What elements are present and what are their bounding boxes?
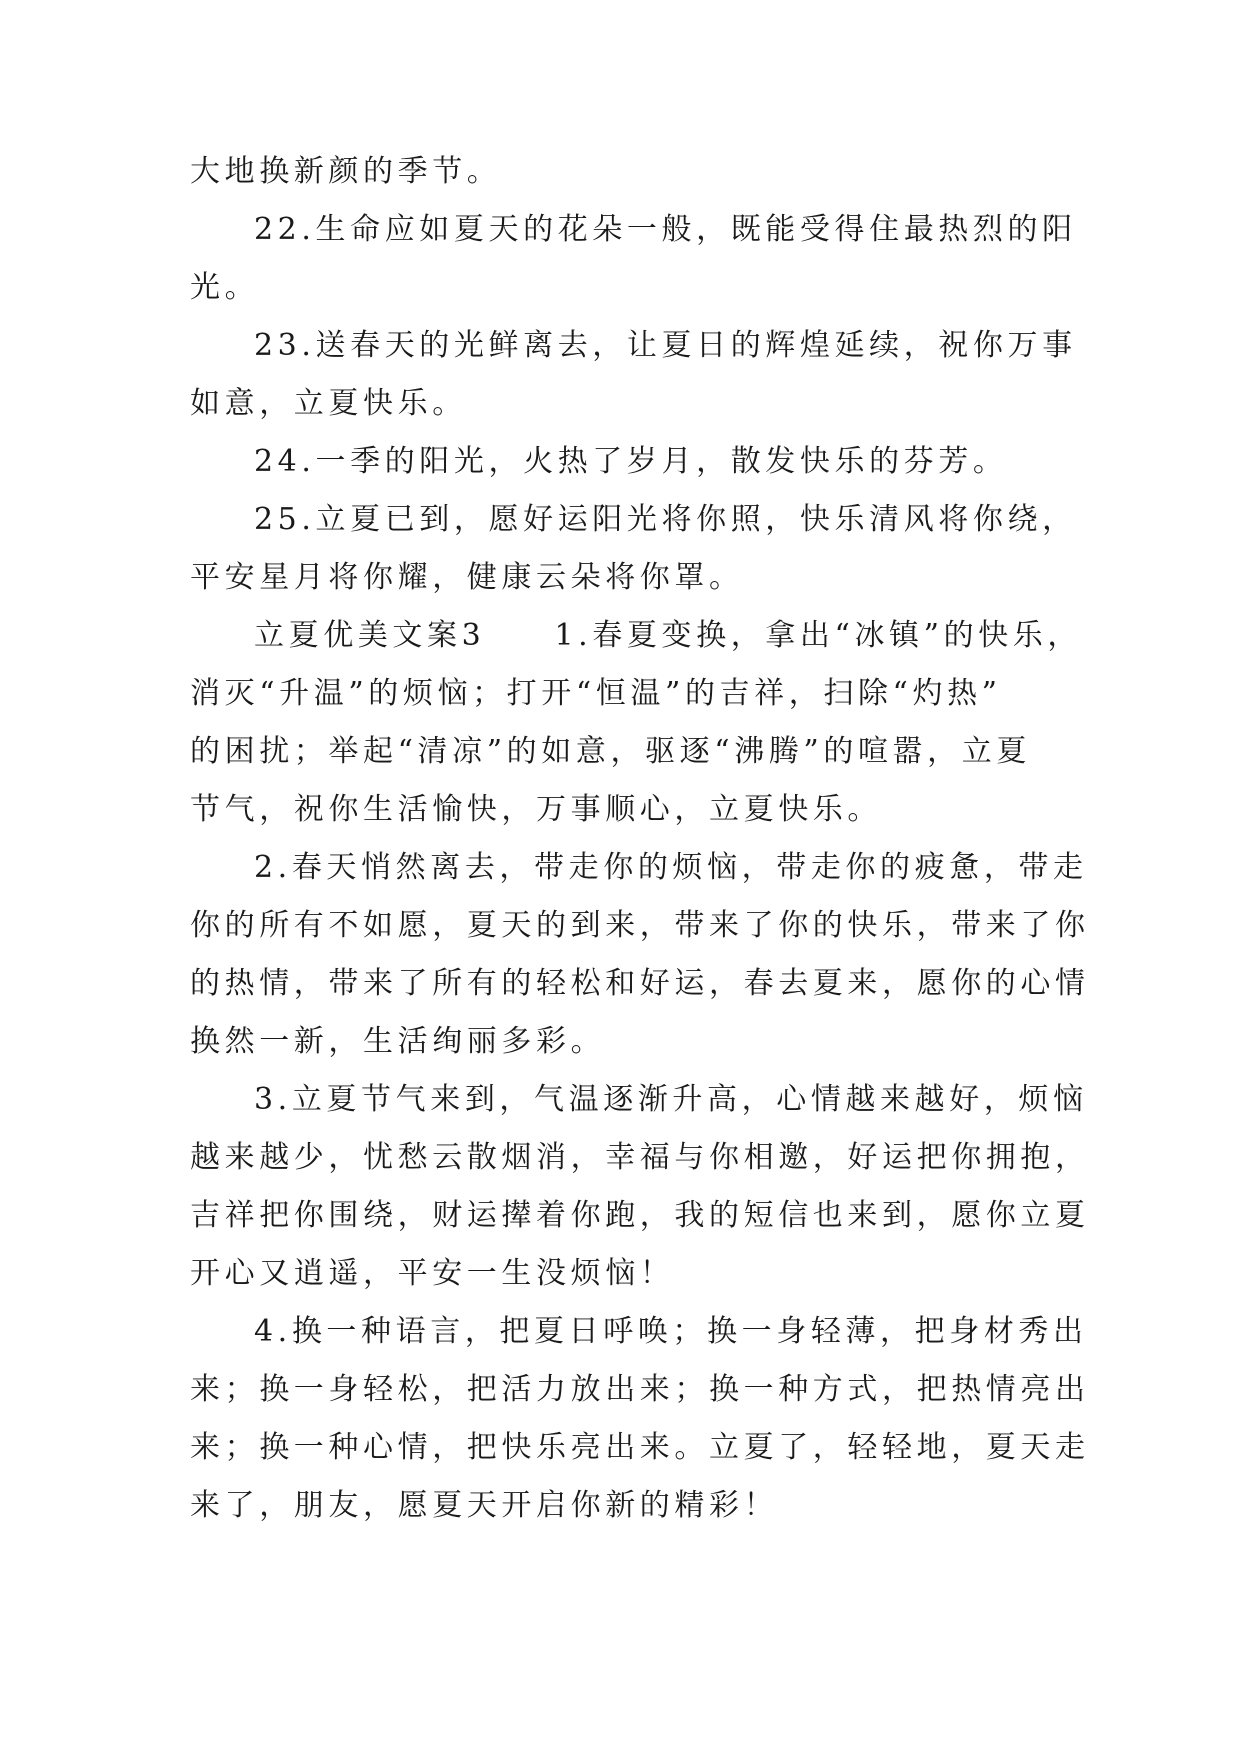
text-line: 如意，立夏快乐。	[190, 386, 467, 421]
text-line: 3.立夏节气来到，气温逐渐升高，心情越来越好，烦恼	[254, 1082, 1088, 1117]
text-line: 光。	[190, 270, 260, 305]
text-line: 来；换一身轻松，把活力放出来；换一种方式，把热情亮出	[190, 1372, 1090, 1407]
text-line: 4.换一种语言，把夏日呼唤；换一身轻薄，把身材秀出	[254, 1314, 1088, 1349]
text-line: 来；换一种心情，把快乐亮出来。立夏了，轻轻地，夏天走	[190, 1430, 1090, 1465]
text-line: 消灭“升温”的烦恼；打开“恒温”的吉祥，扫除“灼热”	[190, 676, 1002, 711]
text-line: 23.送春天的光鲜离去，让夏日的辉煌延续，祝你万事	[254, 328, 1077, 363]
text-line: 的困扰；举起“清凉”的如意，驱逐“沸腾”的喧嚣，立夏	[190, 734, 1031, 769]
text-line: 的热情，带来了所有的轻松和好运，春去夏来，愿你的心情	[190, 966, 1090, 1001]
text-line: 2.春天悄然离去，带走你的烦恼，带走你的疲惫，带走	[254, 850, 1088, 885]
text-line: 换然一新，生活绚丽多彩。	[190, 1024, 606, 1059]
text-line: 25.立夏已到，愿好运阳光将你照，快乐清风将你绕，	[254, 502, 1077, 537]
text-line: 22.生命应如夏天的花朵一般，既能受得住最热烈的阳	[254, 212, 1077, 247]
text-line: 立夏优美文案3 1.春夏变换，拿出“冰镇”的快乐，	[254, 618, 1082, 653]
text-line: 平安星月将你耀，健康云朵将你罩。	[190, 560, 744, 595]
text-line: 节气，祝你生活愉快，万事顺心，立夏快乐。	[190, 792, 882, 827]
text-line: 来了，朋友，愿夏天开启你新的精彩！	[190, 1488, 779, 1523]
text-line: 你的所有不如愿，夏天的到来，带来了你的快乐，带来了你	[190, 908, 1090, 943]
text-line: 开心又逍遥，平安一生没烦恼！	[190, 1256, 675, 1291]
text-line: 越来越少，忧愁云散烟消，幸福与你相邀，好运把你拥抱，	[190, 1140, 1090, 1175]
text-line: 吉祥把你围绕，财运撵着你跑，我的短信也来到，愿你立夏	[190, 1198, 1090, 1233]
document-page	[190, 152, 1090, 1526]
text-line: 大地换新颜的季节。	[190, 154, 502, 189]
text-line: 24.一季的阳光，火热了岁月，散发快乐的芬芳。	[254, 444, 1008, 479]
